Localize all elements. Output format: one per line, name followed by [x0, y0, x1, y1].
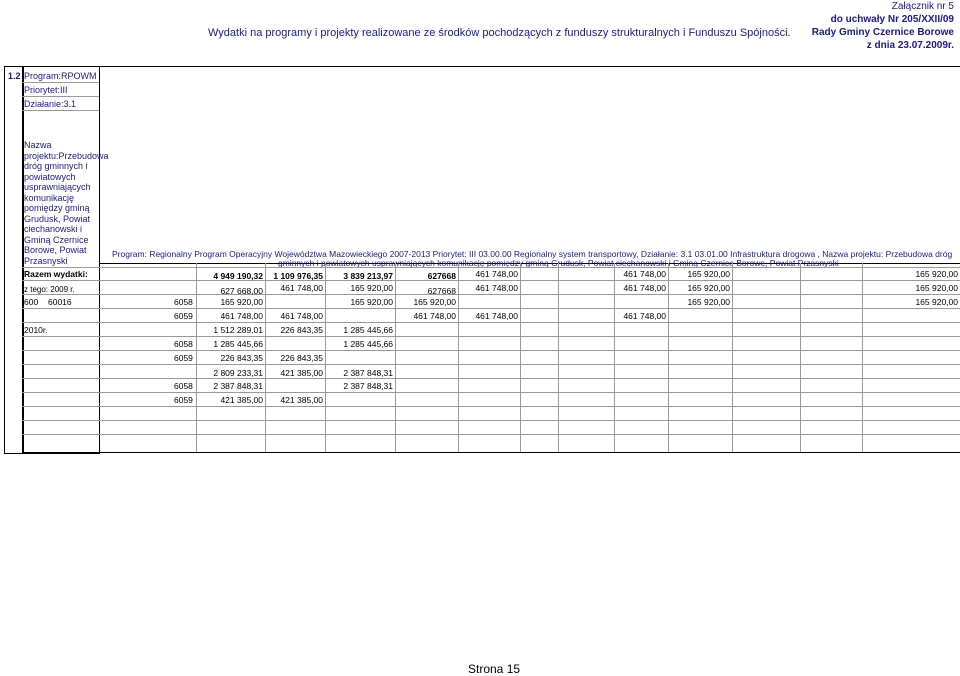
row-divider — [22, 294, 960, 295]
r600-c4: 165 920,00 — [413, 297, 456, 307]
ztego-c8: 165 920,00 — [915, 283, 958, 293]
paragraf-code: 6059 — [174, 395, 193, 405]
row-divider — [22, 434, 960, 435]
row-divider — [22, 322, 960, 323]
paragraf-code: 6058 — [174, 339, 193, 349]
item-number-cell — [4, 66, 24, 454]
razem-c3: 3 839 213,97 — [343, 271, 393, 281]
ztego-c2: 461 748,00 — [280, 283, 323, 293]
y2010-6059-c1: 226 843,35 — [220, 353, 263, 363]
row-divider — [22, 350, 960, 351]
r600-c7: 165 920,00 — [687, 297, 730, 307]
y2011-6058-c3: 2 387 848,31 — [343, 381, 393, 391]
y2011-6059-c1: 421 385,00 — [220, 395, 263, 405]
col-divider — [520, 263, 521, 452]
r6059-c6: 461 748,00 — [623, 311, 666, 321]
paragraf-code: 6059 — [174, 311, 193, 321]
annex-date: z dnia 23.07.2009r. — [866, 40, 954, 51]
ztego-c1: 627 668,00 — [220, 286, 263, 296]
y2010-6058-c3: 1 285 445,66 — [343, 339, 393, 349]
annex-number: Załącznik nr 5 — [891, 1, 954, 12]
row-divider — [22, 420, 960, 421]
page-number: Strona 15 — [468, 662, 521, 676]
razem-c5: 461 748,00 — [475, 269, 518, 279]
row-divider — [22, 308, 960, 309]
ztego-c4: 627668 — [427, 286, 456, 296]
ztego-label: z tego: 2009 r. — [24, 285, 75, 294]
y2011-c1: 2 809 233,31 — [213, 368, 263, 378]
project-name: Nazwa projektu:Przebudowa dróg gminnych i powiatowych usprawniających komunikację pomiędzy gminą Grudusk, Powiat ciechanowski i Gminą Czernice Borowe, Powiat Przasnyski — [24, 140, 109, 266]
divider — [22, 96, 99, 97]
razem-c6: 461 748,00 — [623, 269, 666, 279]
razem-total: 4 949 190,32 — [213, 271, 263, 281]
row-divider — [22, 336, 960, 337]
dzial-code: 600 — [24, 297, 39, 307]
ztego-c6: 461 748,00 — [623, 283, 666, 293]
paragraf-code: 6058 — [174, 297, 193, 307]
y2010-6059-c2: 226 843,35 — [280, 353, 323, 363]
paragraf-code: 6058 — [174, 381, 193, 391]
col-divider — [558, 263, 559, 452]
razem-c7: 165 920,00 — [687, 269, 730, 279]
divider — [22, 110, 99, 111]
y2011-6058-c1: 2 387 848,31 — [213, 381, 263, 391]
razem-c4: 627668 — [427, 271, 456, 281]
row-divider — [22, 280, 960, 281]
r6059-c2: 461 748,00 — [280, 311, 323, 321]
priorytet-label: Priorytet:III — [24, 85, 68, 95]
annex-council: Rady Gminy Czernice Borowe — [811, 27, 954, 38]
description-cell — [99, 66, 960, 264]
row-divider — [22, 392, 960, 393]
paragraf-code: 6059 — [174, 353, 193, 363]
program-description-line1: Program: Regionalny Program Operacyjny Województwa Mazowieckiego 2007-2013 Priorytet: III 03.00.00 Regionalny system transportowy, Działanie: 3.1 03.01.00 Infrastruktura drogowa , Nazwa projektu: Przebudowa dróg — [112, 249, 953, 259]
document-title: Wydatki na programy i projekty realizowane ze środków pochodzących z funduszy strukturalnych i Funduszu Spójności. — [208, 27, 791, 39]
y2011-c3: 2 387 848,31 — [343, 368, 393, 378]
razem-label: Razem wydatki: — [24, 269, 88, 279]
y2010-c1: 1 512 289,01 — [213, 325, 263, 335]
y2010-6058-c1: 1 285 445,66 — [213, 339, 263, 349]
r600-c1: 165 920,00 — [220, 297, 263, 307]
item-number: 1.2 — [8, 71, 21, 81]
ztego-c5: 461 748,00 — [475, 283, 518, 293]
r6059-c1: 461 748,00 — [220, 311, 263, 321]
razem-c8: 165 920,00 — [915, 269, 958, 279]
r600-c8: 165 920,00 — [915, 297, 958, 307]
annex-resolution: do uchwały Nr 205/XXII/09 — [830, 14, 954, 25]
row-divider — [22, 364, 960, 365]
col-divider — [800, 263, 801, 452]
y2011-6059-c2: 421 385,00 — [280, 395, 323, 405]
r6059-c4: 461 748,00 — [413, 311, 456, 321]
rozdzial-code: 60016 — [48, 297, 72, 307]
row-divider — [22, 267, 960, 268]
program-label: Program:RPOWM — [24, 71, 97, 81]
dzialanie-label: Działanie:3.1 — [24, 99, 77, 109]
r6059-c5: 461 748,00 — [475, 311, 518, 321]
divider — [22, 82, 99, 83]
row-divider — [22, 406, 960, 407]
r600-c3: 165 920,00 — [350, 297, 393, 307]
ztego-c7: 165 920,00 — [687, 283, 730, 293]
y2011-c2: 421 385,00 — [280, 368, 323, 378]
y2010-c3: 1 285 445,66 — [343, 325, 393, 335]
y2010-c2: 226 843,35 — [280, 325, 323, 335]
row-divider — [22, 378, 960, 379]
ztego-c3: 165 920,00 — [350, 283, 393, 293]
table-bottom-border — [22, 452, 960, 453]
razem-c2: 1 109 976,35 — [273, 271, 323, 281]
year-2010-label: 2010r. — [24, 325, 48, 335]
program-description-line2: gminnych i powiatowych usprawniających komunikację pomiędzy gminą Grudusk, Powiat ciechanowski i Gminą Czernice Borowe, Powiat Przasnyski — [278, 258, 839, 268]
col-divider — [732, 263, 733, 452]
